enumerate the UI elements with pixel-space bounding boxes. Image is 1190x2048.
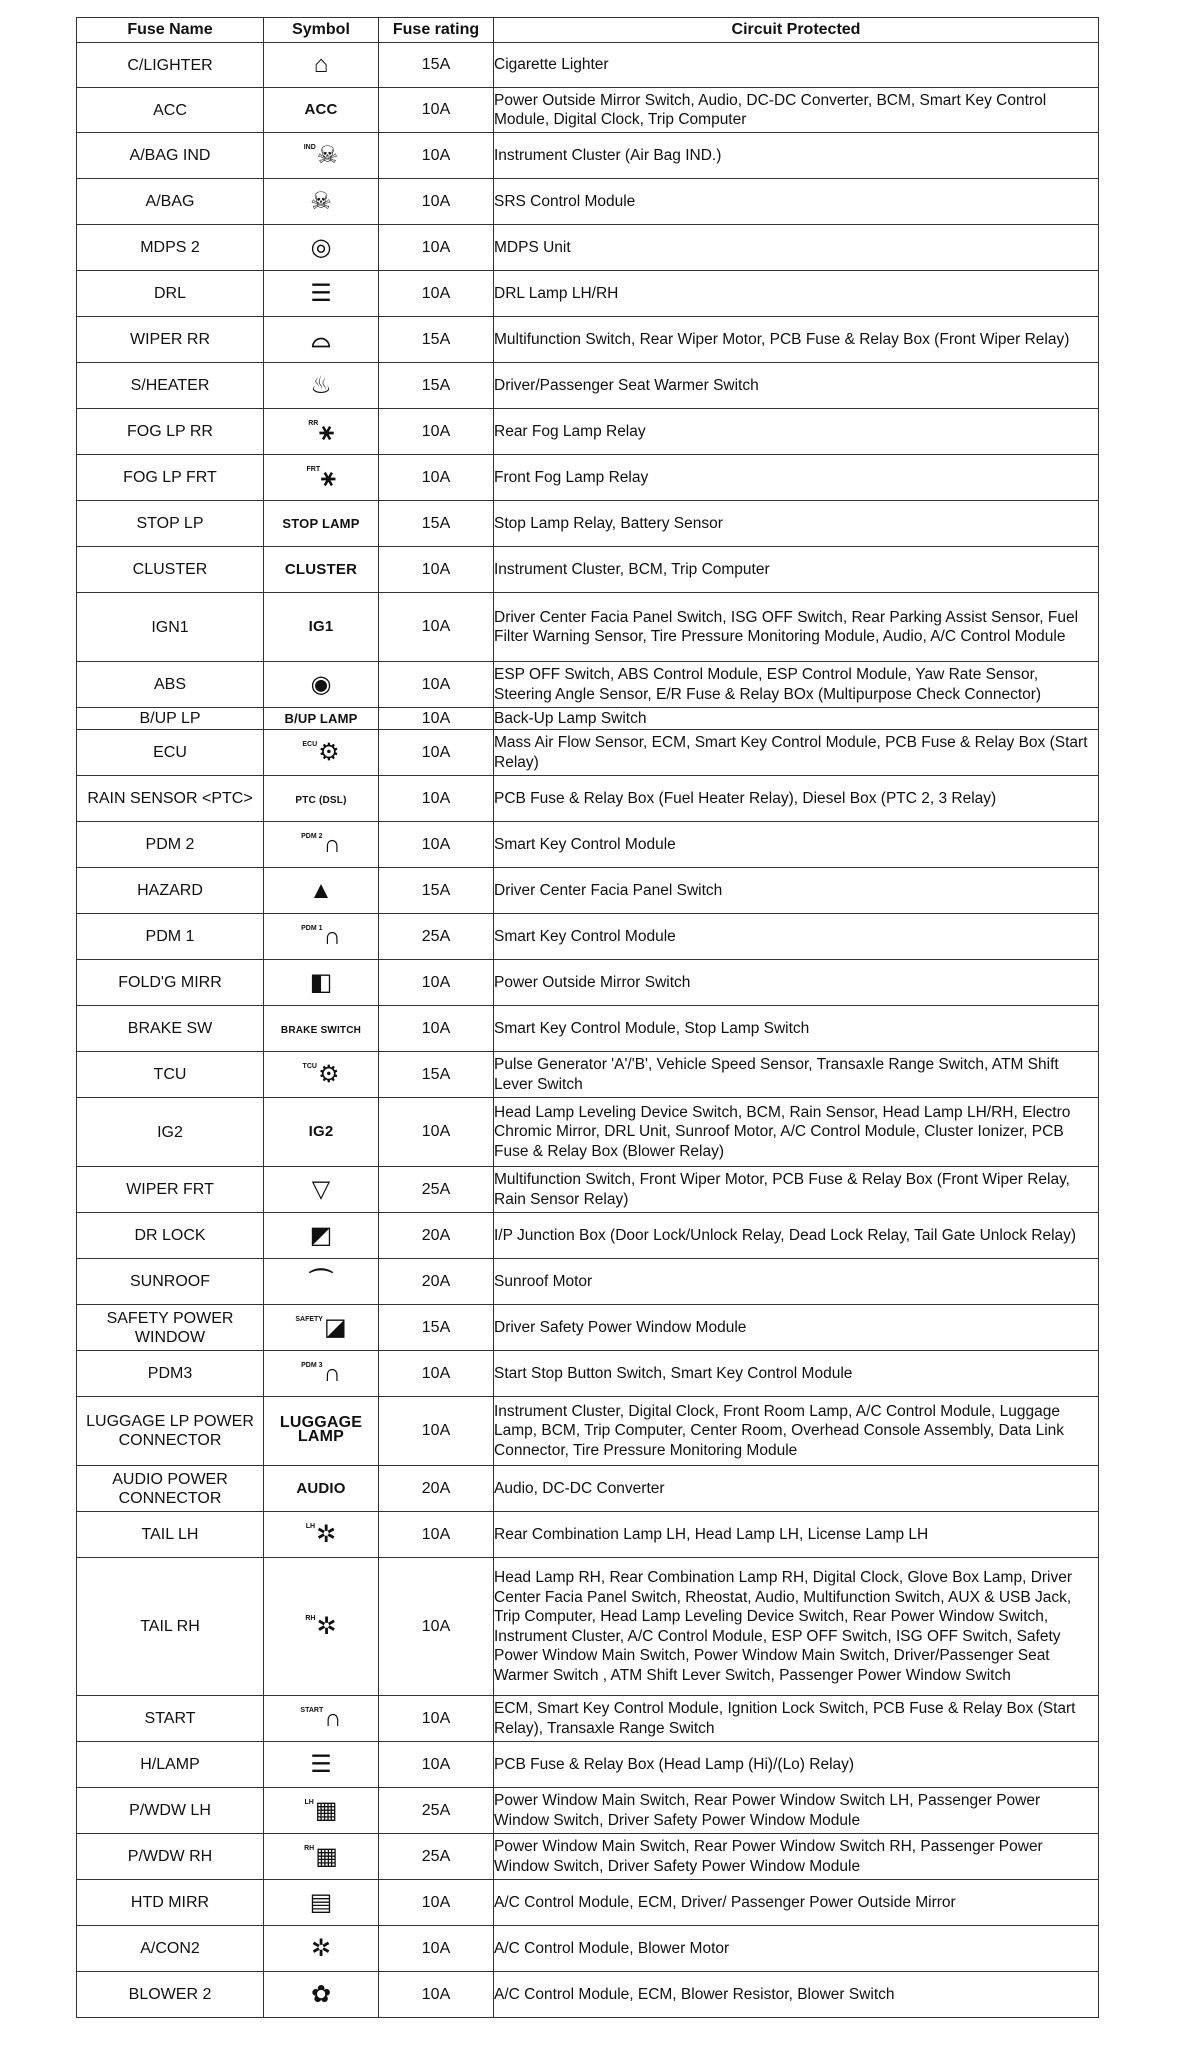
circuit-protected: Back-Up Lamp Switch: [494, 708, 1099, 730]
table-row: [77, 730, 1099, 776]
fuse-symbol: [264, 1512, 379, 1558]
symbol-superscript: LH: [304, 1798, 314, 1806]
fuse-name: ABS: [77, 662, 264, 708]
symbol-text: B/UP LAMP: [284, 710, 358, 726]
symbol-superscript: START: [300, 1706, 324, 1714]
fuse-symbol: [264, 822, 379, 868]
symbol-glyph: ⌂: [313, 51, 329, 78]
symbol-superscript: PDM 1: [301, 924, 323, 932]
fuse-symbol: [264, 1213, 379, 1259]
fuse-symbol: [264, 1259, 379, 1305]
table-row: [77, 1972, 1099, 2018]
fuse-symbol: [264, 179, 379, 225]
circuit-protected: Start Stop Button Switch, Smart Key Control Module: [494, 1351, 1099, 1397]
symbol-glyph: ✿: [310, 1980, 332, 2008]
fuse-rating: 20A: [379, 1259, 494, 1305]
circuit-protected: Driver Safety Power Window Module: [494, 1305, 1099, 1351]
fuse-name: HTD MIRR: [77, 1880, 264, 1926]
symbol-glyph: ▲: [309, 876, 333, 904]
fuse-rating: 20A: [379, 1213, 494, 1259]
airbag-icon: [310, 187, 332, 215]
table-row: [77, 1558, 1099, 1696]
fuse-rating: 15A: [379, 317, 494, 363]
fuse-name: TAIL RH: [77, 1558, 264, 1696]
fuse-name: HAZARD: [77, 868, 264, 914]
fuse-rating: 10A: [379, 960, 494, 1006]
symbol-glyph: ⚙: [318, 738, 340, 766]
fuse-rating: 10A: [379, 1696, 494, 1742]
power-distribution-icon: [301, 922, 341, 950]
power-window-icon: [304, 1842, 338, 1870]
circuit-protected: Instrument Cluster, BCM, Trip Computer: [494, 547, 1099, 593]
fuse-symbol: [264, 409, 379, 455]
fuse-rating: 10A: [379, 1397, 494, 1466]
power-window-icon: [304, 1796, 338, 1824]
fuse-name: PDM 1: [77, 914, 264, 960]
fuse-name: ACC: [77, 88, 264, 133]
circuit-protected: Power Outside Mirror Switch: [494, 960, 1099, 1006]
circuit-protected: Smart Key Control Module, Stop Lamp Switch: [494, 1006, 1099, 1052]
symbol-superscript: FRT: [306, 465, 321, 473]
fuse-symbol: [264, 455, 379, 501]
circuit-protected: A/C Control Module, Blower Motor: [494, 1926, 1099, 1972]
symbol-glyph: ◪: [323, 1313, 347, 1341]
symbol-text: LUGGAGE LAMP: [279, 1414, 363, 1445]
header-fuse-rating: Fuse rating: [379, 18, 494, 43]
fuse-rating: 10A: [379, 1098, 494, 1167]
symbol-glyph: ∩: [323, 830, 341, 858]
fuse-symbol: [264, 960, 379, 1006]
power-distribution-icon: [301, 1359, 341, 1387]
fuse-rating: 10A: [379, 730, 494, 776]
symbol-glyph: ☠: [316, 141, 339, 169]
circuit-protected: Instrument Cluster, Digital Clock, Front Room Lamp, A/C Control Module, Luggage Lamp, BCM, Trip Computer, Center Room, Overhead Console Assembly, Data Link Connector, Tire Pressure Monitoring Module: [494, 1397, 1099, 1466]
circuit-protected: Audio, DC-DC Converter: [494, 1466, 1099, 1512]
fuse-rating: 10A: [379, 593, 494, 662]
fuse-name: BRAKE SW: [77, 1006, 264, 1052]
fuse-symbol: [264, 1466, 379, 1512]
safety-window-icon: [295, 1313, 347, 1341]
fuse-name: TCU: [77, 1052, 264, 1098]
symbol-glyph: ☰: [310, 1750, 332, 1778]
fuse-rating: 10A: [379, 547, 494, 593]
fuse-name: SUNROOF: [77, 1259, 264, 1305]
fuse-rating: 10A: [379, 225, 494, 271]
fuse-symbol: [264, 1098, 379, 1167]
fuse-name: RAIN SENSOR <PTC>: [77, 776, 264, 822]
symbol-superscript: RH: [305, 1614, 316, 1622]
fuse-rating: 15A: [379, 501, 494, 547]
circuit-protected: I/P Junction Box (Door Lock/Unlock Relay, Dead Lock Relay, Tail Gate Unlock Relay): [494, 1213, 1099, 1259]
circuit-protected: ECM, Smart Key Control Module, Ignition Lock Switch, PCB Fuse & Relay Box (Start Relay), Transaxle Range Switch: [494, 1696, 1099, 1742]
fuse-rating: 25A: [379, 1834, 494, 1880]
fuse-rating: 25A: [379, 1788, 494, 1834]
fuse-rating: 10A: [379, 1742, 494, 1788]
table-row: [77, 43, 1099, 88]
fuse-rating: 15A: [379, 868, 494, 914]
circuit-protected: Front Fog Lamp Relay: [494, 455, 1099, 501]
symbol-glyph: ♨: [310, 371, 332, 399]
symbol-glyph: ▦: [315, 1842, 338, 1870]
fuse-rating: 10A: [379, 179, 494, 225]
fuse-name: IGN1: [77, 593, 264, 662]
fuse-rating: 15A: [379, 1052, 494, 1098]
symbol-glyph: ☰: [310, 279, 332, 307]
fuse-rating: 10A: [379, 455, 494, 501]
fuse-rating: 25A: [379, 914, 494, 960]
table-row: [77, 133, 1099, 179]
folding-mirror-icon: [309, 968, 333, 996]
fuse-name: STOP LP: [77, 501, 264, 547]
tail-lamp-icon: [305, 1612, 337, 1640]
circuit-protected: Power Window Main Switch, Rear Power Window Switch RH, Passenger Power Window Switch, Driver Safety Power Window Module: [494, 1834, 1099, 1880]
abs-icon: [310, 670, 332, 698]
fuse-name: AUDIO POWER CONNECTOR: [77, 1466, 264, 1512]
circuit-protected: Rear Fog Lamp Relay: [494, 409, 1099, 455]
symbol-superscript: SAFETY: [295, 1315, 323, 1323]
symbol-superscript: RH: [304, 1844, 315, 1852]
table-row: [77, 363, 1099, 409]
power-distribution-icon: [301, 830, 341, 858]
symbol-superscript: TCU: [302, 1062, 317, 1070]
symbol-glyph: ∩: [324, 1704, 342, 1732]
fuse-name: FOLD'G MIRR: [77, 960, 264, 1006]
fuse-name: B/UP LP: [77, 708, 264, 730]
fuse-rating: 10A: [379, 133, 494, 179]
symbol-glyph: ⌒: [309, 1267, 333, 1295]
fuse-rating: 10A: [379, 776, 494, 822]
transmission-icon: [302, 1060, 340, 1088]
table-row: [77, 1259, 1099, 1305]
fuse-name: H/LAMP: [77, 1742, 264, 1788]
circuit-protected: A/C Control Module, ECM, Driver/ Passenger Power Outside Mirror: [494, 1880, 1099, 1926]
fuse-symbol: [264, 1880, 379, 1926]
circuit-protected: MDPS Unit: [494, 225, 1099, 271]
table-row: [77, 914, 1099, 960]
seat-heater-icon: [310, 371, 332, 399]
table-row: [77, 1052, 1099, 1098]
header-fuse-name: Fuse Name: [77, 18, 264, 43]
symbol-text: AUDIO: [296, 1479, 346, 1497]
steering-wheel-icon: [310, 233, 332, 261]
fuse-rating: 10A: [379, 1006, 494, 1052]
symbol-glyph: ∩: [323, 1359, 341, 1387]
fuse-rating: 10A: [379, 1880, 494, 1926]
fuse-rating: 10A: [379, 271, 494, 317]
circuit-protected: Stop Lamp Relay, Battery Sensor: [494, 501, 1099, 547]
table-row: [77, 1213, 1099, 1259]
symbol-glyph: ◧: [309, 968, 333, 996]
fuse-name: BLOWER 2: [77, 1972, 264, 2018]
start-icon: [300, 1704, 342, 1732]
circuit-protected: Smart Key Control Module: [494, 822, 1099, 868]
symbol-glyph: ▽: [311, 1175, 331, 1203]
circuit-protected: Pulse Generator 'A'/'B', Vehicle Speed Sensor, Transaxle Range Switch, ATM Shift Lever Switch: [494, 1052, 1099, 1098]
table-row: [77, 960, 1099, 1006]
table-row: [77, 547, 1099, 593]
circuit-protected: Driver/Passenger Seat Warmer Switch: [494, 363, 1099, 409]
heated-mirror-icon: [309, 1888, 333, 1916]
fuse-symbol: [264, 501, 379, 547]
symbol-text: CLUSTER: [284, 560, 358, 578]
front-wiper-icon: [311, 1175, 331, 1203]
symbol-superscript: LH: [305, 1522, 316, 1530]
fuse-name: CLUSTER: [77, 547, 264, 593]
symbol-glyph: ⚹: [319, 417, 334, 445]
symbol-glyph: ◎: [310, 233, 332, 261]
circuit-protected: DRL Lamp LH/RH: [494, 271, 1099, 317]
fuse-symbol: [264, 1696, 379, 1742]
fuse-symbol: [264, 708, 379, 730]
circuit-protected: Smart Key Control Module: [494, 914, 1099, 960]
table-row: [77, 593, 1099, 662]
table-row: [77, 708, 1099, 730]
header-row: [77, 18, 1099, 43]
table-row: [77, 455, 1099, 501]
cigarette-lighter-icon: [314, 53, 329, 77]
table-row: [77, 1006, 1099, 1052]
fuse-name: A/BAG: [77, 179, 264, 225]
table-row: [77, 409, 1099, 455]
symbol-glyph: ☠: [310, 187, 332, 215]
fuse-name: TAIL LH: [77, 1512, 264, 1558]
fuse-symbol: [264, 1972, 379, 2018]
fuse-rating: 10A: [379, 1926, 494, 1972]
fuse-symbol: [264, 547, 379, 593]
circuit-protected: Multifunction Switch, Rear Wiper Motor, PCB Fuse & Relay Box (Front Wiper Relay): [494, 317, 1099, 363]
air-conditioner-icon: [310, 1934, 332, 1962]
table-row: [77, 179, 1099, 225]
fuse-name: PDM 2: [77, 822, 264, 868]
fuse-name: P/WDW LH: [77, 1788, 264, 1834]
fuse-name: FOG LP RR: [77, 409, 264, 455]
symbol-glyph: ◩: [309, 1221, 333, 1249]
fuse-name: C/LIGHTER: [77, 43, 264, 88]
fuse-symbol: [264, 1558, 379, 1696]
circuit-protected: Head Lamp RH, Rear Combination Lamp RH, Digital Clock, Glove Box Lamp, Driver Center Facia Panel Switch, Rheostat, Audio, Multifunction Switch, AUX & USB Jack, Trip Computer, Head Lamp Leveling Device Switch, Rear Power Window Switch, Instrument Cluster, A/C Control Module, ESP OFF Switch, ISG OFF Switch, Safety Power Window Main Switch, Power Window Main Switch, Driver/Passenger Seat Warmer Switch , ATM Shift Lever Switch, Passenger Power Window Switch: [494, 1558, 1099, 1696]
table-row: [77, 1742, 1099, 1788]
circuit-protected: PCB Fuse & Relay Box (Head Lamp (Hi)/(Lo) Relay): [494, 1742, 1099, 1788]
fuse-symbol: [264, 1788, 379, 1834]
table-row: [77, 1167, 1099, 1213]
fuse-name: FOG LP FRT: [77, 455, 264, 501]
fuse-symbol: [264, 662, 379, 708]
fuse-rating: 10A: [379, 1558, 494, 1696]
symbol-glyph: ✲: [310, 1934, 332, 1962]
fuse-name: WIPER RR: [77, 317, 264, 363]
symbol-superscript: PDM 3: [301, 1361, 323, 1369]
fuse-symbol: [264, 363, 379, 409]
symbol-superscript: RR: [308, 419, 319, 427]
circuit-protected: Sunroof Motor: [494, 1259, 1099, 1305]
symbol-glyph: ▦: [314, 1796, 338, 1824]
fuse-symbol: [264, 868, 379, 914]
symbol-glyph: ⚙: [317, 1060, 340, 1088]
table-row: [77, 1696, 1099, 1742]
fuse-rating: 10A: [379, 1512, 494, 1558]
circuit-protected: Driver Center Facia Panel Switch: [494, 868, 1099, 914]
fuse-symbol: [264, 1926, 379, 1972]
fuse-rating: 10A: [379, 708, 494, 730]
front-fog-lamp-icon: [306, 463, 336, 491]
circuit-protected: Power Outside Mirror Switch, Audio, DC-DC Converter, BCM, Smart Key Control Module, Digital Clock, Trip Computer: [494, 88, 1099, 133]
airbag-indicator-icon: [303, 141, 339, 169]
fuse-symbol: [264, 1351, 379, 1397]
fuse-name: IG2: [77, 1098, 264, 1167]
fuse-symbol: [264, 1397, 379, 1466]
circuit-protected: Mass Air Flow Sensor, ECM, Smart Key Control Module, PCB Fuse & Relay Box (Start Relay): [494, 730, 1099, 776]
fuse-rating: 15A: [379, 1305, 494, 1351]
rear-fog-lamp-icon: [308, 417, 334, 445]
daytime-running-lamp-icon: [310, 279, 332, 307]
engine-ecu-icon: [302, 738, 340, 766]
circuit-protected: ESP OFF Switch, ABS Control Module, ESP Control Module, Yaw Rate Sensor, Steering Angle Sensor, E/R Fuse & Relay BOx (Multipurpose Check Connector): [494, 662, 1099, 708]
fuse-rating: 10A: [379, 822, 494, 868]
circuit-protected: A/C Control Module, ECM, Blower Resistor, Blower Switch: [494, 1972, 1099, 2018]
table-row: [77, 271, 1099, 317]
circuit-protected: Multifunction Switch, Front Wiper Motor, PCB Fuse & Relay Box (Front Wiper Relay, Rain Sensor Relay): [494, 1167, 1099, 1213]
header-circuit-protected: Circuit Protected: [494, 18, 1099, 43]
fuse-table-body: [77, 43, 1099, 2018]
circuit-protected: Head Lamp Leveling Device Switch, BCM, Rain Sensor, Head Lamp LH/RH, Electro Chromic Mirror, DRL Unit, Sunroof Motor, A/C Control Module, Cluster Ionizer, PCB Fuse & Relay Box (Blower Relay): [494, 1098, 1099, 1167]
table-row: [77, 1834, 1099, 1880]
fuse-name: PDM3: [77, 1351, 264, 1397]
fuse-symbol: [264, 225, 379, 271]
fuse-rating: 15A: [379, 43, 494, 88]
fuse-rating: 10A: [379, 1972, 494, 2018]
fuse-name: DR LOCK: [77, 1213, 264, 1259]
fuse-symbol: [264, 776, 379, 822]
fuse-name: P/WDW RH: [77, 1834, 264, 1880]
fuse-symbol: [264, 317, 379, 363]
table-row: [77, 1926, 1099, 1972]
fuse-rating: 15A: [379, 363, 494, 409]
table-row: [77, 1305, 1099, 1351]
fuse-name: LUGGAGE LP POWER CONNECTOR: [77, 1397, 264, 1466]
circuit-protected: SRS Control Module: [494, 179, 1099, 225]
table-row: [77, 1397, 1099, 1466]
table-row: [77, 1466, 1099, 1512]
table-row: [77, 1512, 1099, 1558]
symbol-glyph: ⚹: [321, 463, 336, 491]
symbol-text: STOP LAMP: [282, 515, 360, 531]
symbol-glyph: ✲: [316, 1520, 337, 1548]
table-row: [77, 662, 1099, 708]
circuit-protected: Rear Combination Lamp LH, Head Lamp LH, License Lamp LH: [494, 1512, 1099, 1558]
table-row: [77, 88, 1099, 133]
table-row: [77, 868, 1099, 914]
symbol-glyph: ⌓: [311, 325, 331, 353]
fuse-name: DRL: [77, 271, 264, 317]
fuse-rating: 25A: [379, 1167, 494, 1213]
fuse-name: SAFETY POWER WINDOW: [77, 1305, 264, 1351]
header-symbol: Symbol: [264, 18, 379, 43]
table-row: [77, 317, 1099, 363]
tail-lamp-icon: [305, 1520, 337, 1548]
table-row: [77, 1351, 1099, 1397]
symbol-text: BRAKE SWITCH: [280, 1024, 362, 1036]
fuse-symbol: [264, 88, 379, 133]
fuse-symbol: [264, 1052, 379, 1098]
fuse-rating: 10A: [379, 88, 494, 133]
symbol-text: IG1: [308, 618, 334, 635]
fuse-name: A/BAG IND: [77, 133, 264, 179]
symbol-glyph: ∩: [323, 922, 341, 950]
symbol-glyph: ▤: [309, 1888, 333, 1916]
rear-wiper-icon: [311, 325, 331, 353]
fuse-name: S/HEATER: [77, 363, 264, 409]
fuse-rating: 10A: [379, 409, 494, 455]
symbol-superscript: ECU: [302, 740, 318, 748]
circuit-protected: Cigarette Lighter: [494, 43, 1099, 88]
table-row: [77, 1880, 1099, 1926]
fuse-symbol: [264, 730, 379, 776]
symbol-text: ACC: [304, 101, 338, 118]
table-row: [77, 1788, 1099, 1834]
table-row: [77, 501, 1099, 547]
circuit-protected: PCB Fuse & Relay Box (Fuel Heater Relay), Diesel Box (PTC 2, 3 Relay): [494, 776, 1099, 822]
fuse-symbol: [264, 593, 379, 662]
headlamp-icon: [310, 1750, 332, 1778]
fuse-symbol: [264, 133, 379, 179]
fuse-symbol: [264, 1834, 379, 1880]
fuse-name: WIPER FRT: [77, 1167, 264, 1213]
fuse-symbol: [264, 43, 379, 88]
fuse-symbol: [264, 1006, 379, 1052]
table-row: [77, 822, 1099, 868]
hazard-icon: [309, 876, 333, 904]
symbol-superscript: IND: [303, 143, 316, 151]
symbol-glyph: ✲: [316, 1612, 337, 1640]
fuse-symbol: [264, 914, 379, 960]
blower-fan-icon: [310, 1980, 332, 2008]
symbol-glyph: ◉: [310, 670, 332, 698]
fuse-rating: 10A: [379, 1351, 494, 1397]
symbol-text: PTC (DSL): [295, 794, 347, 806]
table-row: [77, 776, 1099, 822]
circuit-protected: Driver Center Facia Panel Switch, ISG OFF Switch, Rear Parking Assist Sensor, Fuel Filter Warning Sensor, Tire Pressure Monitoring Module, Audio, A/C Control Module: [494, 593, 1099, 662]
symbol-superscript: PDM 2: [301, 832, 323, 840]
fuse-symbol: [264, 271, 379, 317]
table-row: [77, 1098, 1099, 1167]
fuse-symbol: [264, 1305, 379, 1351]
fuse-table: [76, 17, 1099, 2018]
fuse-rating: 20A: [379, 1466, 494, 1512]
fuse-symbol: [264, 1742, 379, 1788]
sunroof-icon: [309, 1267, 333, 1295]
circuit-protected: Instrument Cluster (Air Bag IND.): [494, 133, 1099, 179]
symbol-text: IG2: [308, 1123, 334, 1140]
fuse-name: START: [77, 1696, 264, 1742]
fuse-name: A/CON2: [77, 1926, 264, 1972]
fuse-symbol: [264, 1167, 379, 1213]
fuse-rating: 10A: [379, 662, 494, 708]
table-row: [77, 225, 1099, 271]
door-lock-icon: [309, 1221, 333, 1249]
fuse-name: ECU: [77, 730, 264, 776]
circuit-protected: Power Window Main Switch, Rear Power Window Switch LH, Passenger Power Window Switch, Driver Safety Power Window Module: [494, 1788, 1099, 1834]
fuse-name: MDPS 2: [77, 225, 264, 271]
